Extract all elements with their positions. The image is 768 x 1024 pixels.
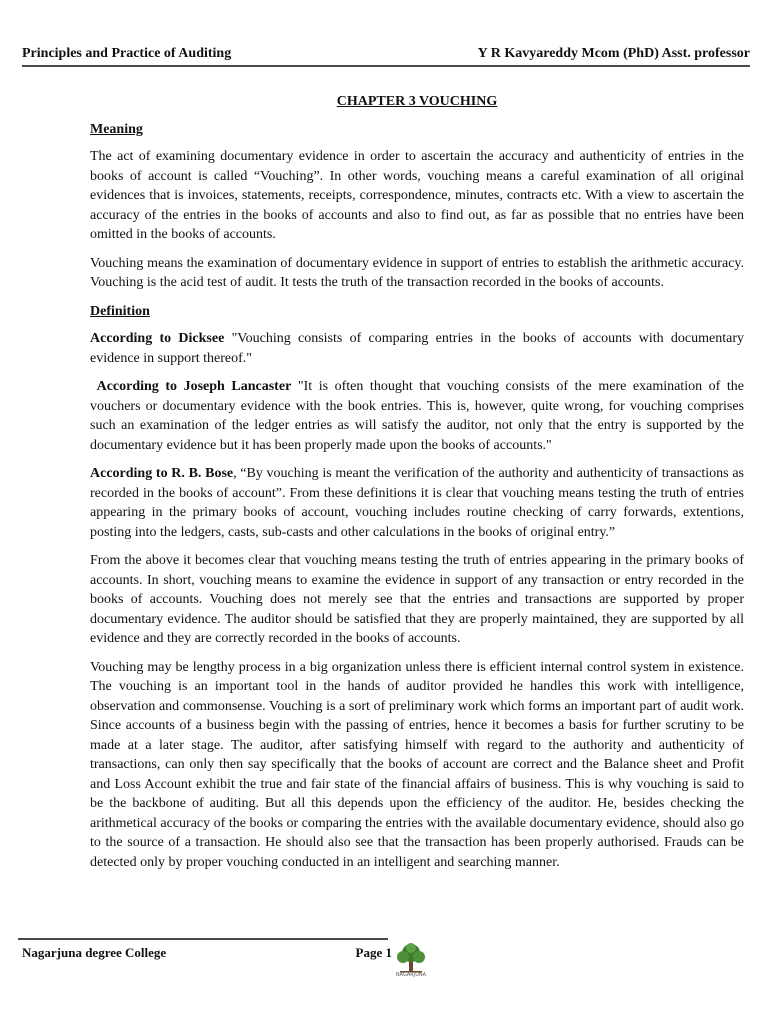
bose-text: , “By vouching is meant the verification of the authority and authenticity of transactions as recorded in the books of account”. From these definitions it is clear that vouching means testing the truth of entries appearing in the primary books of account, vouching includes routine checking of carry forwards, extentions, posting into the ledgers, casts, sub-casts and other calculations in the books of original entry.” [90, 466, 744, 540]
page-footer [22, 945, 392, 961]
conclusion-paragraph: From the above it becomes clear that vouching means testing the truth of entries appearing in the primary books of accounts. In short, vouching means to examine the evidence in support of any transaction or entry recorded in the books of accounts. Vouching does not merely see that the entries and transactions are supported by proper documentary evidence. The auditor should be satisfied that they are properly maintained, they are supported by all evidence and they are correctly recorded in the books of accounts. [90, 553, 744, 646]
definition-heading: Definition [90, 303, 150, 319]
dicksee-label: According to Dicksee [90, 331, 225, 346]
header-author: Y R Kavyareddy Mcom (PhD) Asst. professor [477, 46, 750, 61]
footer-divider [18, 938, 388, 940]
page-header [22, 46, 750, 62]
dicksee-text: "Vouching consists of comparing entries in the books of accounts with documentary evidence in support thereof." [90, 331, 744, 366]
chapter-title: CHAPTER 3 VOUCHING [336, 94, 498, 109]
document-body [90, 92, 744, 881]
meaning-paragraph-1: The act of examining documentary evidence in order to ascertain the accuracy and authenticity of entries in the books of account is called “Vouching”. In other words, vouching means a careful examination of all original evidences that is invoices, statements, receipts, correspondence, minutes, contracts etc. With a view to ascertain the accuracy of the entries in the books of accounts and also to find out, as far as possible that no entries have been omitted in the books of accounts. [90, 149, 744, 242]
lancaster-text: "It is often thought that vouching consists of the mere examination of the vouchers or documentary evidence with the book entries. This is, however, quite wrong, for vouching comprises such an examination of the ledger entries as will satisfy the auditor, not only that the entry is supported by the documentary evidence but it has been properly made upon the books of accounts." [90, 379, 744, 453]
definition-dicksee [90, 329, 744, 368]
header-course-title: Principles and Practice of Auditing [22, 46, 232, 61]
lancaster-label: According to Joseph Lancaster [96, 379, 292, 394]
footer-college-name: Nagarjuna degree College [22, 945, 167, 960]
meaning-paragraph-2: Vouching means the examination of documentary evidence in support of entries to establish the arithmetic accuracy. Vouching is the acid test of audit. It tests the truth of the transaction recorded in the books of accounts. [90, 255, 744, 290]
logo-caption: NAGARJUNA [395, 972, 427, 978]
importance-paragraph: Vouching may be lengthy process in a big organization unless there is efficient internal control system in existence. The vouching is an important tool in the hands of auditor provided he handles this work with intelligence, observation and commonsense. Vouching is a sort of preliminary work which forms an important part of audit work. Since accounts of a business begin with the passing of entries, hence it becomes a basis for further scrutiny to be made at a later stage. The auditor, after satisfying himself with regard to the authority and authenticity of transactions, can only then say specifically that the books of account are correct and the Balance sheet and Profit and Loss Account exhibit the true and fair state of the financial affairs of business. This is why vouching is said to be the backbone of auditing. But all this depends upon the efficiency of the auditor. He, besides checking the arithmetical accuracy of the books or comparing the entries with the available documentary evidence, should also go to the source of a transaction. He should also see that the transaction has been properly authorised. Frauds can be detected only by proper vouching conducted in an intelligent and searching manner. [90, 659, 744, 870]
definition-bose [90, 464, 744, 542]
meaning-heading: Meaning [90, 121, 143, 137]
page-number: Page 1 [355, 945, 392, 960]
college-logo-icon [388, 940, 434, 986]
definition-lancaster [90, 377, 744, 455]
header-divider [22, 65, 750, 67]
bose-label: According to R. B. Bose [90, 466, 234, 481]
